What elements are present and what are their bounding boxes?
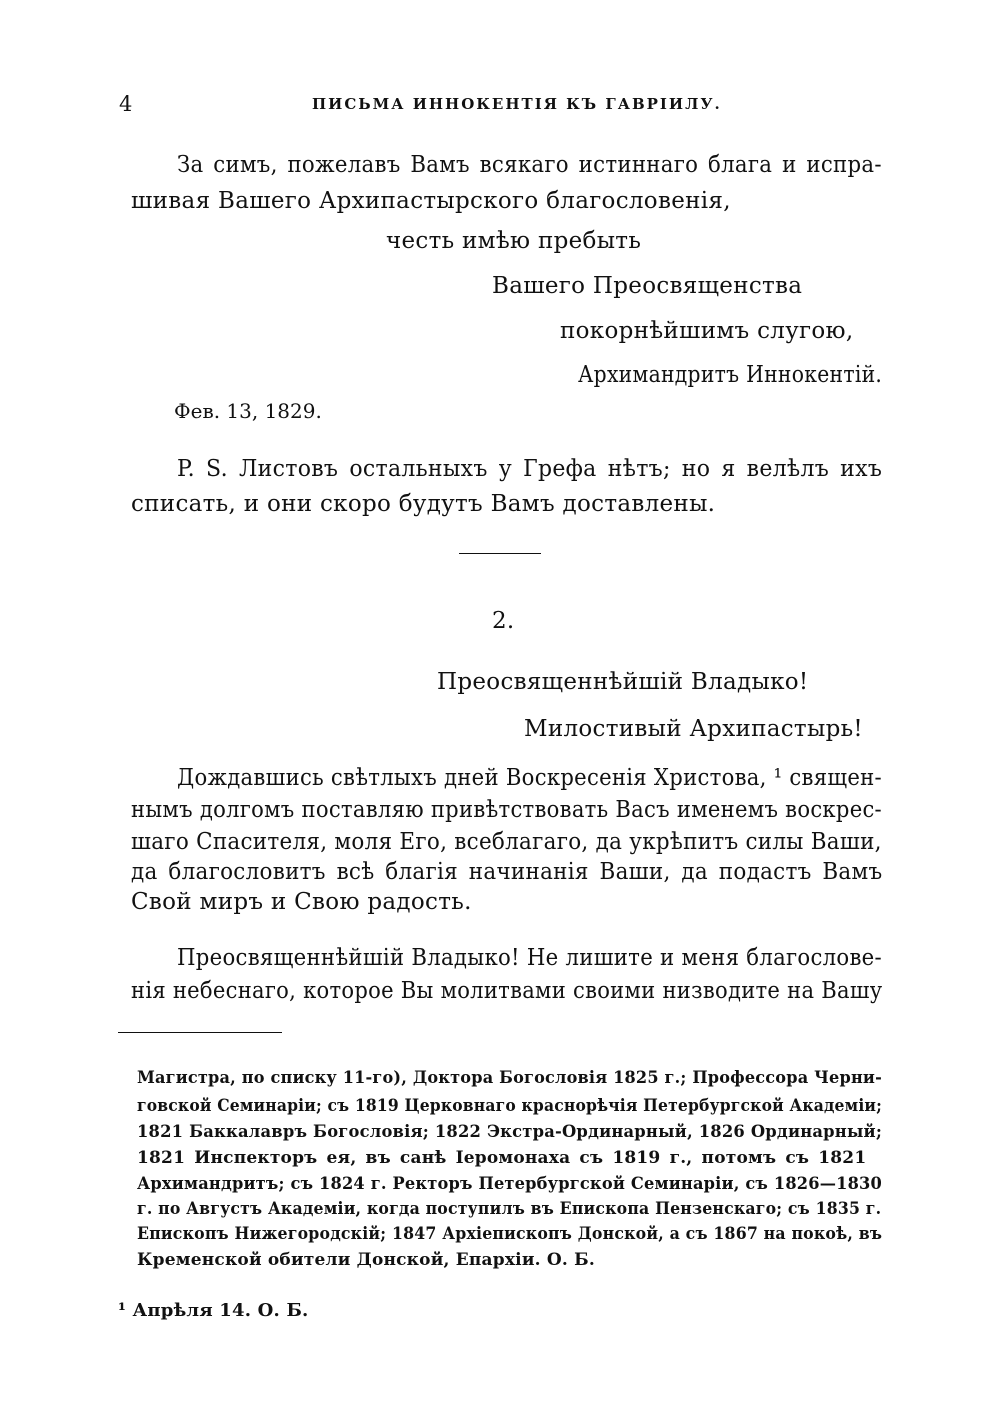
postscript-line-2: списать, и они скоро будутъ Вамъ доставлены.: [131, 491, 716, 517]
footnote-line-4: 1821 Инспекторъ ея, въ санѣ Іеромонаха съ 1819 г., потомъ съ 1821: [137, 1148, 867, 1168]
servant-line: покорнѣйшимъ слугою,: [560, 318, 854, 344]
footnote-line-1: Магистра, по списку 11-го), Доктора Богословія 1825 г.; Профессора Черни-: [137, 1068, 882, 1088]
paragraph-2-line-2: нія небеснаго, которое Вы молитвами своими низводите на Вашу: [131, 978, 883, 1004]
paragraph-1-line-3: шаго Спасителя, моля Его, всеблагаго, да укрѣпитъ силы Ваши,: [131, 829, 882, 855]
footnote-line-5: Архимандритъ; съ 1824 г. Ректоръ Петербургской Семинаріи, съ 1826—1830: [137, 1174, 882, 1194]
page-number: 4: [119, 92, 133, 116]
addressee-line: Вашего Преосвященства: [492, 273, 803, 299]
footnote-line-3: 1821 Баккалавръ Богословія; 1822 Экстра-Ординарный, 1826 Ординарный;: [137, 1122, 883, 1142]
letter-number: 2.: [492, 608, 515, 634]
footnote-line-7: Епископъ Нижегородскій; 1847 Архіепископъ Донской, а съ 1867 на покоѣ, въ: [137, 1224, 883, 1244]
honor-line: честь имѣю пребыть: [386, 228, 642, 254]
postscript-line-1: P. S. Листовъ остальныхъ у Грефа нѣтъ; но я велѣлъ ихъ: [177, 456, 883, 482]
footnote-rule: [118, 1032, 282, 1033]
salutation-2: Милостивый Архипастырь!: [524, 716, 863, 742]
paragraph-1-line-2: нымъ долгомъ поставляю привѣтствовать Васъ именемъ воскрес-: [131, 797, 882, 823]
signature: Архимандритъ Иннокентій.: [578, 362, 883, 388]
closing-line-2: шивая Вашего Архипастырского благословенія,: [131, 188, 731, 214]
paragraph-1-line-5: Свой миръ и Свою радость.: [131, 889, 472, 915]
letter-date: Фев. 13, 1829.: [174, 399, 322, 423]
footnote-line-2: говской Семинаріи; съ 1819 Церковнаго краснорѣчія Петербургской Академіи;: [137, 1096, 883, 1116]
paragraph-2-line-1: Преосвященнѣйшій Владыко! Не лишите и меня благослове-: [177, 945, 882, 971]
section-divider: [459, 553, 541, 554]
paragraph-1-line-1: Дождавшись свѣтлыхъ дней Воскресенія Христова, ¹ священ-: [177, 765, 882, 791]
salutation-1: Преосвященнѣйшій Владыко!: [437, 669, 809, 695]
footnote-1: ¹ Апрѣля 14. О. Б.: [118, 1300, 309, 1321]
paragraph-1-line-4: да благословитъ всѣ благія начинанія Ваши, да подастъ Вамъ: [131, 859, 883, 885]
running-title: ПИСЬМА ИННОКЕНТІЯ КЪ ГАВРІИЛУ.: [312, 95, 722, 113]
footnote-line-6: г. по Августъ Академіи, когда поступилъ въ Епископа Пензенскаго; съ 1835 г.: [137, 1199, 882, 1219]
footnote-line-8: Кременской обители Донской, Епархіи. О. Б.: [137, 1250, 595, 1270]
closing-line-1: За симъ, пожелавъ Вамъ всякаго истиннаго блага и испра-: [177, 152, 882, 178]
